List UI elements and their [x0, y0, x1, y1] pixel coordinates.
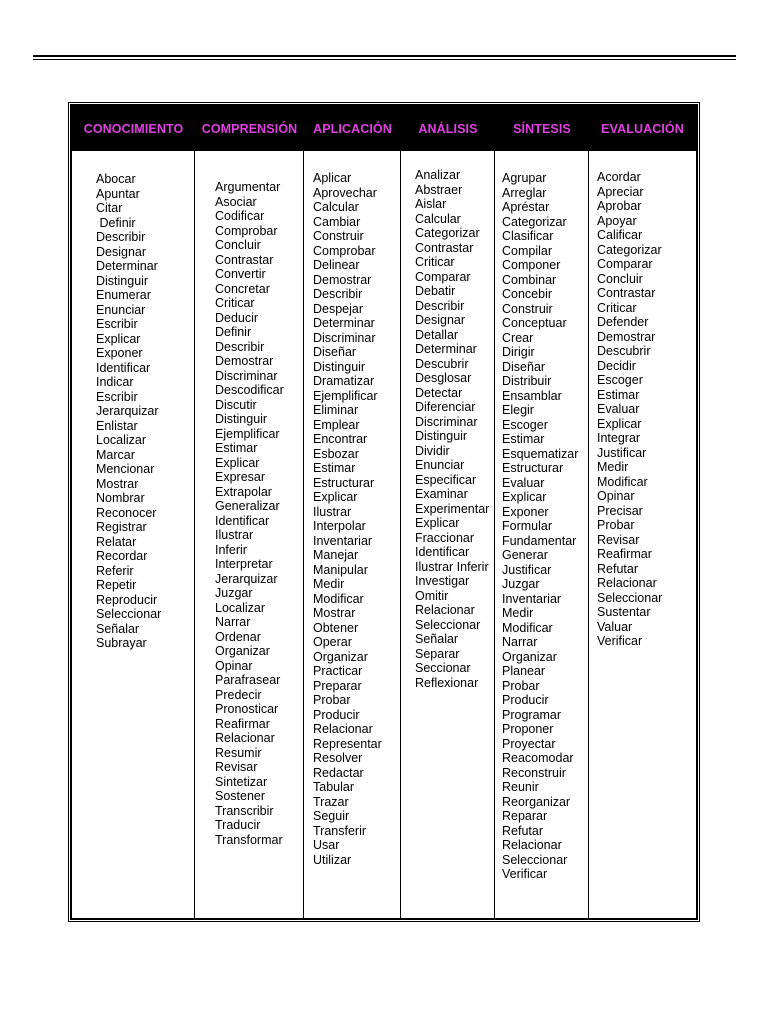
verb-analisis: Detectar	[415, 385, 463, 400]
verb-comprension: Juzgar	[215, 586, 253, 600]
verb-conocimiento: Nombrar	[96, 491, 145, 505]
verb-evaluacion: Defender	[597, 315, 649, 329]
verb-analisis: Debatir	[415, 284, 456, 298]
column-comprension	[195, 151, 304, 918]
verb-aplicacion: Estructurar	[313, 475, 375, 490]
verb-comprension: Generalizar	[215, 499, 280, 513]
verb-analisis: Investigar	[415, 574, 470, 588]
verb-evaluacion: Probar	[597, 518, 635, 532]
verb-comprension: Interpretar	[215, 557, 273, 571]
verb-comprension: Criticar	[215, 296, 255, 310]
verb-sintesis: Reorganizar	[502, 794, 571, 809]
verb-comprension: Extrapolar	[215, 484, 272, 499]
verb-evaluacion: Medir	[597, 460, 629, 474]
verb-aplicacion: Preparar	[313, 678, 362, 693]
verb-analisis: Explicar	[415, 516, 460, 530]
verb-comprension: Jerarquizar	[215, 571, 278, 586]
verb-sintesis: Arreglar	[502, 185, 547, 200]
verb-sintesis: Diseñar	[502, 359, 546, 374]
verb-analisis: Reflexionar	[415, 675, 479, 690]
verb-analisis: Discriminar	[415, 414, 478, 429]
verb-evaluacion: Evaluar	[597, 402, 640, 416]
verb-sintesis: Apréstar	[502, 200, 550, 214]
verb-evaluacion: Apreciar	[597, 184, 644, 199]
bloom-taxonomy-table	[70, 104, 698, 920]
verb-sintesis: Escoger	[502, 417, 548, 432]
verb-aplicacion: Describir	[313, 287, 363, 301]
verb-sintesis: Verificar	[502, 867, 548, 881]
verb-sintesis: Modificar	[502, 620, 553, 635]
verb-aplicacion: Modificar	[313, 591, 364, 606]
verb-sintesis: Clasificar	[502, 229, 554, 243]
verb-sintesis: Planear	[502, 664, 546, 678]
column-conocimiento	[72, 151, 195, 918]
verb-evaluacion: Estimar	[597, 387, 640, 402]
verb-aplicacion: Aplicar	[313, 171, 352, 185]
verb-analisis: Señalar	[415, 632, 459, 646]
verb-analisis: Separar	[415, 646, 460, 661]
verb-aplicacion: Diseñar	[313, 345, 357, 359]
verb-comprension: Identificar	[215, 513, 270, 528]
verb-aplicacion: Tabular	[313, 780, 354, 794]
column-sintesis	[495, 151, 589, 918]
verb-conocimiento: Localizar	[96, 433, 147, 447]
verb-aplicacion: Delinear	[313, 258, 360, 272]
verb-evaluacion: Sustentar	[597, 605, 651, 619]
verb-conocimiento: Jerarquizar	[96, 404, 159, 418]
verb-sintesis: Crear	[502, 330, 534, 345]
verb-sintesis: Distribuir	[502, 374, 552, 388]
verb-comprension: Ordenar	[215, 629, 261, 644]
verb-comprension: Transcribir	[215, 803, 274, 818]
verb-sintesis: Inventariar	[502, 591, 562, 606]
verb-conocimiento: Apuntar	[96, 186, 140, 201]
verb-conocimiento: Recordar	[96, 549, 148, 563]
verb-sintesis: Formular	[502, 519, 553, 533]
verb-aplicacion: Organizar	[313, 649, 368, 664]
verb-sintesis: Proponer	[502, 722, 554, 736]
verb-conocimiento: Determinar	[96, 259, 158, 273]
verb-sintesis: Producir	[502, 693, 549, 707]
verb-evaluacion: Criticar	[597, 300, 637, 315]
verb-conocimiento: Indicar	[96, 375, 134, 389]
verb-conocimiento: Exponer	[96, 346, 143, 360]
verb-conocimiento: Señalar	[96, 621, 140, 636]
verb-analisis: Seccionar	[415, 661, 471, 675]
verb-evaluacion: Comparar	[597, 257, 653, 271]
verb-evaluacion: Explicar	[597, 416, 642, 431]
column-aplicacion	[304, 151, 401, 918]
verb-conocimiento: Identificar	[96, 360, 151, 375]
verb-conocimiento: Describir	[96, 230, 146, 244]
verb-evaluacion: Decidir	[597, 358, 636, 373]
verb-evaluacion: Concluir	[597, 271, 643, 286]
verb-analisis: Contrastar	[415, 240, 474, 255]
verb-analisis: Ilustrar Inferir	[415, 559, 489, 574]
verb-comprension: Definir	[215, 325, 252, 339]
header-sintesis: SÍNTESIS	[513, 121, 571, 136]
verb-sintesis: Esquematizar	[502, 446, 579, 461]
verb-sintesis: Narrar	[502, 635, 538, 649]
verb-aplicacion: Eliminar	[313, 403, 359, 417]
verb-evaluacion: Justificar	[597, 445, 647, 460]
verb-comprension: Resumir	[215, 745, 262, 760]
verb-analisis: Fraccionar	[415, 530, 475, 545]
verb-conocimiento: Explicar	[96, 331, 141, 346]
verb-evaluacion: Apoyar	[597, 213, 637, 228]
verb-aplicacion: Comprobar	[313, 243, 376, 258]
verb-analisis: Experimentar	[415, 501, 490, 516]
verb-evaluacion: Calificar	[597, 228, 643, 242]
verb-analisis: Descubrir	[415, 356, 469, 371]
verb-analisis: Analizar	[415, 168, 461, 182]
verb-comprension: Contrastar	[215, 252, 274, 267]
verb-sintesis: Justificar	[502, 562, 552, 577]
verb-aplicacion: Redactar	[313, 765, 364, 780]
verb-aplicacion: Estimar	[313, 461, 356, 475]
verb-sintesis: Categorizar	[502, 214, 567, 229]
verb-sintesis: Reparar	[502, 809, 548, 823]
verb-comprension: Localizar	[215, 600, 266, 615]
verb-evaluacion: Reafirmar	[597, 547, 652, 561]
verb-comprension: Narrar	[215, 615, 251, 629]
verb-comprension: Distinguir	[215, 412, 268, 426]
verb-sintesis: Estimar	[502, 432, 545, 446]
verb-sintesis: Evaluar	[502, 475, 545, 490]
verb-aplicacion: Relacionar	[313, 722, 373, 736]
verb-comprension: Opinar	[215, 658, 253, 673]
verb-evaluacion: Integrar	[597, 431, 641, 445]
verb-analisis: Identificar	[415, 545, 470, 559]
verb-conocimiento: Mencionar	[96, 462, 155, 476]
verb-analisis: Calcular	[415, 211, 461, 226]
verb-conocimiento: Subrayar	[96, 636, 147, 650]
verb-aplicacion: Explicar	[313, 490, 358, 504]
verb-sintesis: Ensamblar	[502, 388, 562, 403]
verb-comprension: Predecir	[215, 687, 262, 702]
verb-comprension: Sostener	[215, 789, 266, 803]
verb-conocimiento: Seleccionar	[96, 607, 162, 621]
verb-aplicacion: Resolver	[313, 751, 363, 765]
verb-comprension: Estimar	[215, 441, 258, 455]
verb-comprension: Pronosticar	[215, 702, 279, 716]
verb-sintesis: Seleccionar	[502, 852, 568, 867]
verb-analisis: Abstraer	[415, 182, 463, 197]
verb-sintesis: Organizar	[502, 649, 557, 664]
verb-comprension: Ejemplificar	[215, 426, 280, 441]
verb-evaluacion: Acordar	[597, 170, 641, 184]
verb-analisis: Omitir	[415, 588, 449, 603]
verb-conocimiento: Designar	[96, 244, 147, 259]
verb-aplicacion: Practicar	[313, 664, 363, 678]
verb-sintesis: Reunir	[502, 780, 539, 794]
verb-evaluacion: Contrastar	[597, 286, 656, 300]
verb-sintesis: Fundamentar	[502, 533, 577, 548]
verb-sintesis: Dirigir	[502, 345, 535, 359]
verb-comprension: Relacionar	[215, 731, 275, 745]
verb-evaluacion: Opinar	[597, 489, 635, 503]
verb-aplicacion: Emplear	[313, 417, 360, 432]
verb-aplicacion: Manipular	[313, 562, 368, 577]
verb-sintesis: Componer	[502, 258, 561, 272]
verb-aplicacion: Dramatizar	[313, 374, 375, 388]
verb-analisis: Diferenciar	[415, 400, 476, 414]
verb-aplicacion: Mostrar	[313, 606, 356, 620]
verb-aplicacion: Ejemplificar	[313, 388, 378, 403]
verb-conocimiento: Citar	[96, 201, 123, 215]
verb-sintesis: Elegir	[502, 403, 534, 417]
verb-conocimiento: Definir	[96, 215, 136, 230]
column-evaluacion	[589, 151, 696, 918]
verb-comprension: Convertir	[215, 267, 266, 281]
verb-conocimiento: Registrar	[96, 520, 147, 534]
verb-evaluacion: Precisar	[597, 503, 643, 518]
verb-analisis: Criticar	[415, 255, 455, 269]
verb-aplicacion: Utilizar	[313, 852, 352, 867]
verb-sintesis: Estructurar	[502, 461, 564, 475]
verb-list-comprension	[215, 180, 303, 847]
verb-comprension: Parafrasear	[215, 673, 281, 687]
verb-analisis: Comparar	[415, 269, 471, 284]
verb-aplicacion: Calcular	[313, 200, 359, 214]
verb-analisis: Relacionar	[415, 603, 475, 617]
verb-evaluacion: Valuar	[597, 619, 633, 634]
verb-comprension: Argumentar	[215, 180, 281, 194]
verb-comprension: Codificar	[215, 209, 265, 223]
verb-analisis: Designar	[415, 313, 466, 327]
verb-evaluacion: Descubrir	[597, 344, 651, 358]
verb-conocimiento: Escribir	[96, 389, 138, 404]
verb-aplicacion: Probar	[313, 693, 351, 707]
header-comprension: COMPRENSIÓN	[201, 121, 298, 136]
verb-aplicacion: Distinguir	[313, 359, 366, 374]
verb-analisis: Enunciar	[415, 458, 465, 472]
verb-evaluacion: Aprobar	[597, 199, 642, 213]
verb-comprension: Reafirmar	[215, 716, 270, 731]
verb-comprension: Revisar	[215, 760, 258, 774]
verb-conocimiento: Reconocer	[96, 505, 157, 520]
verb-analisis: Categorizar	[415, 226, 480, 240]
verb-sintesis: Compilar	[502, 243, 553, 258]
verb-conocimiento: Referir	[96, 563, 134, 578]
verb-comprension: Asociar	[215, 194, 257, 209]
verb-comprension: Demostrar	[215, 354, 274, 368]
verb-conocimiento: Enunciar	[96, 302, 146, 317]
verb-conocimiento: Escribir	[96, 317, 138, 331]
verb-evaluacion: Relacionar	[597, 576, 657, 590]
header-conocimiento: CONOCIMIENTO	[83, 121, 184, 136]
verb-sintesis: Programar	[502, 707, 562, 722]
verb-comprension: Inferir	[215, 542, 247, 557]
verb-comprension: Deducir	[215, 310, 259, 325]
verb-evaluacion: Demostrar	[597, 329, 656, 344]
verb-analisis: Aislar	[415, 197, 447, 211]
verb-comprension: Descodificar	[215, 383, 284, 397]
verb-aplicacion: Representar	[313, 736, 382, 751]
verb-conocimiento: Mostrar	[96, 476, 139, 491]
verb-sintesis: Medir	[502, 606, 534, 620]
verb-comprension: Organizar	[215, 644, 270, 658]
verb-sintesis: Reacomodar	[502, 751, 574, 765]
verb-sintesis: Exponer	[502, 504, 549, 519]
verb-comprension: Concretar	[215, 281, 270, 296]
verb-conocimiento: Reproducir	[96, 592, 158, 607]
verb-sintesis: Combinar	[502, 272, 557, 287]
verb-analisis: Dividir	[415, 443, 450, 458]
verb-list-sintesis	[502, 171, 588, 882]
verb-aplicacion: Construir	[313, 229, 364, 243]
verb-sintesis: Relacionar	[502, 838, 562, 852]
verb-analisis: Examinar	[415, 487, 468, 501]
verb-analisis: Detallar	[415, 327, 459, 342]
verb-list-evaluacion	[597, 170, 696, 649]
verb-sintesis: Construir	[502, 301, 553, 316]
verb-aplicacion: Esbozar	[313, 446, 359, 461]
verb-aplicacion: Demostrar	[313, 272, 372, 287]
verb-sintesis: Juzgar	[502, 577, 540, 591]
verb-sintesis: Reconstruir	[502, 765, 566, 780]
verb-conocimiento: Enumerar	[96, 288, 151, 302]
verb-aplicacion: Ilustrar	[313, 504, 352, 519]
verb-conocimiento: Relatar	[96, 534, 137, 549]
verb-conocimiento: Abocar	[96, 172, 136, 186]
verb-aplicacion: Operar	[313, 635, 352, 649]
verb-conocimiento: Distinguir	[96, 273, 149, 288]
verb-evaluacion: Revisar	[597, 532, 640, 547]
verb-sintesis: Proyectar	[502, 736, 556, 751]
column-analisis	[401, 151, 495, 918]
verb-comprension: Describir	[215, 339, 265, 354]
verb-analisis: Describir	[415, 298, 465, 313]
verb-sintesis: Concebir	[502, 287, 553, 301]
verb-comprension: Discutir	[215, 397, 257, 412]
verb-conocimiento: Marcar	[96, 447, 135, 462]
verb-evaluacion: Seleccionar	[597, 590, 663, 605]
verb-aplicacion: Interpolar	[313, 519, 366, 533]
header-analisis: ANÁLISIS	[418, 121, 478, 136]
table-header-row	[72, 106, 696, 151]
verb-evaluacion: Categorizar	[597, 242, 662, 257]
verb-comprension: Transformar	[215, 832, 283, 847]
verb-analisis: Distinguir	[415, 429, 468, 443]
verb-aplicacion: Producir	[313, 707, 360, 722]
verb-conocimiento: Repetir	[96, 578, 137, 592]
verb-conocimiento: Enlistar	[96, 418, 138, 433]
verb-sintesis: Refutar	[502, 823, 543, 838]
verb-aplicacion: Determinar	[313, 316, 375, 330]
verb-aplicacion: Transferir	[313, 823, 367, 838]
verb-comprension: Traducir	[215, 818, 261, 832]
verb-aplicacion: Inventariar	[313, 533, 373, 548]
verb-aplicacion: Aprovechar	[313, 185, 377, 200]
verb-comprension: Explicar	[215, 455, 260, 470]
verb-aplicacion: Usar	[313, 838, 340, 852]
verb-aplicacion: Trazar	[313, 794, 349, 809]
verb-analisis: Desglosar	[415, 371, 472, 385]
verb-aplicacion: Obtener	[313, 620, 359, 635]
verb-analisis: Especificar	[415, 472, 477, 487]
verb-comprension: Discriminar	[215, 368, 278, 383]
verb-evaluacion: Refutar	[597, 561, 638, 576]
verb-aplicacion: Encontrar	[313, 432, 368, 446]
verb-sintesis: Probar	[502, 678, 540, 693]
verb-sintesis: Generar	[502, 548, 548, 562]
verb-aplicacion: Discriminar	[313, 330, 376, 345]
verb-list-aplicacion	[313, 171, 400, 867]
verb-evaluacion: Modificar	[597, 474, 648, 489]
verb-analisis: Seleccionar	[415, 617, 481, 632]
verb-sintesis: Agrupar	[502, 171, 547, 185]
verb-comprension: Ilustrar	[215, 528, 254, 542]
verb-sintesis: Conceptuar	[502, 316, 567, 330]
verb-aplicacion: Despejar	[313, 301, 364, 316]
header-evaluacion: EVALUACIÓN	[601, 121, 684, 136]
top-rule	[33, 55, 736, 60]
verb-list-analisis	[415, 168, 494, 690]
table-body	[72, 151, 696, 918]
verb-evaluacion: Verificar	[597, 634, 643, 648]
verb-aplicacion: Cambiar	[313, 214, 361, 229]
verb-analisis: Determinar	[415, 342, 477, 356]
verb-comprension: Sintetizar	[215, 774, 268, 789]
verb-comprension: Expresar	[215, 470, 266, 484]
header-aplicacion: APLICACIÓN	[313, 121, 392, 136]
verb-comprension: Comprobar	[215, 223, 278, 238]
verb-sintesis: Explicar	[502, 490, 547, 504]
verb-evaluacion: Escoger	[597, 373, 643, 387]
verb-aplicacion: Medir	[313, 577, 345, 591]
verb-aplicacion: Seguir	[313, 809, 350, 823]
verb-aplicacion: Manejar	[313, 548, 359, 562]
verb-list-conocimiento	[96, 172, 194, 651]
verb-comprension: Concluir	[215, 238, 261, 252]
